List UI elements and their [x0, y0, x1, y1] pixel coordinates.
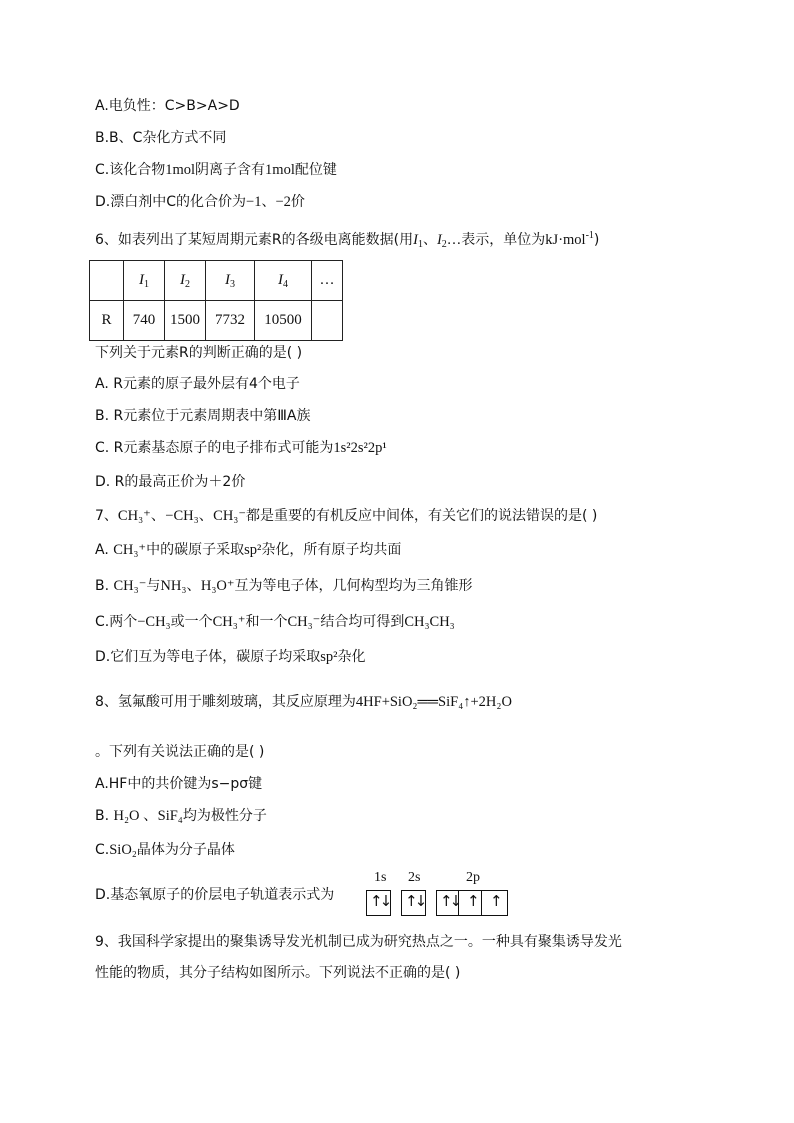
text: 、	[422, 232, 437, 248]
table-header	[165, 261, 206, 301]
symbol: I	[180, 271, 185, 288]
table-row	[90, 301, 343, 341]
text: C. R元素基态原子的电子排布式可能为	[95, 440, 334, 456]
text: C.	[95, 842, 110, 858]
symbol: I	[139, 271, 144, 288]
ellipsis: …	[446, 232, 462, 248]
orbital-cell	[437, 891, 459, 915]
orbital-1s-box	[366, 890, 391, 916]
symbol: I	[278, 271, 283, 288]
table-row	[90, 261, 343, 301]
formula: −CH₃	[137, 614, 171, 630]
subscript: 1	[417, 239, 423, 250]
superscript: -1	[585, 230, 594, 241]
text: 配位键	[294, 162, 337, 178]
formula: 1mol	[165, 162, 196, 178]
table-cell	[312, 301, 343, 341]
up-arrow-icon: ↑	[490, 892, 500, 910]
formula: CH₃⁺、−CH₃、CH₃⁻	[117, 508, 247, 524]
text: )	[593, 232, 600, 248]
orbital-label-2s: 2s	[408, 870, 421, 885]
table-header	[124, 261, 165, 301]
table-cell: 10500	[255, 301, 312, 341]
q7-option-d	[95, 647, 365, 667]
symbol: I	[436, 232, 442, 248]
subscript: 2	[185, 278, 190, 290]
q6-option-d: D. R的最高正价为＋2价	[95, 474, 246, 490]
subscript: 3	[230, 278, 235, 290]
orbital-label-2p: 2p	[466, 870, 480, 885]
text: 晶体为分子晶体	[136, 842, 235, 858]
formula: H₂O 、SiF₄	[113, 808, 183, 824]
subscript: 4	[283, 278, 288, 290]
q8-stem	[95, 692, 512, 712]
formula: CH₃⁻	[113, 578, 147, 594]
orbital-diagram	[366, 870, 526, 920]
text: A.	[95, 542, 114, 558]
q7-option-a	[95, 540, 401, 560]
paired-arrows-icon: ↑↓	[405, 892, 425, 910]
q6-ask: 下列关于元素R的判断正确的是( )	[95, 345, 303, 361]
q8-option-a: A.HF中的共价键为s−pσ键	[95, 776, 263, 792]
q8-option-d: D.基态氧原子的价层电子轨道表示式为	[95, 887, 335, 903]
text: B.	[95, 578, 114, 594]
orbital-label-1s: 1s	[374, 870, 387, 885]
text: 和一个	[245, 614, 288, 630]
value: −2	[275, 194, 291, 210]
formula: CH₃⁺	[212, 614, 246, 630]
table-cell: 7732	[206, 301, 255, 341]
text: 、	[261, 194, 276, 210]
row-label: R	[90, 301, 124, 341]
q6-option-a: A. R元素的原子最外层有4个电子	[95, 376, 300, 392]
q6-option-b: B. R元素位于元素周期表中第ⅢA族	[95, 408, 311, 424]
orbital-2p-box	[436, 890, 508, 916]
text: 8、氢氟酸可用于雕刻玻璃，其反应原理为	[95, 694, 356, 710]
symbol: I	[225, 271, 230, 288]
orbital-cell	[402, 891, 423, 915]
value: −1	[246, 194, 262, 210]
text: C.两个	[95, 614, 138, 630]
text: 与	[146, 578, 161, 594]
formula: CH₃⁻	[287, 614, 321, 630]
subscript: 2	[441, 239, 447, 250]
unit: kJ·mol	[545, 232, 586, 248]
orbital-cell	[483, 891, 504, 915]
text: 6、如表列出了某短周期元素R的各级电离能数据(用	[95, 232, 414, 248]
q5-option-c	[95, 160, 337, 180]
table-header	[255, 261, 312, 301]
q7-option-b	[95, 576, 473, 596]
formula: SiO₂	[109, 842, 137, 858]
q6-option-c	[95, 438, 387, 458]
q5-option-a: A.电负性：C>B>A>D	[95, 98, 240, 114]
table-header	[206, 261, 255, 301]
text: 中的碳原子采取	[146, 542, 245, 558]
table-header: …	[312, 261, 343, 301]
q8-ask: 。下列有关说法正确的是( )	[95, 744, 265, 760]
text: 7、	[95, 508, 118, 524]
formula: NH₃、H₃O⁺	[160, 578, 235, 594]
q8-option-b	[95, 806, 267, 826]
subscript: 1	[144, 278, 149, 290]
equation-right: SiF₄↑+2H₂O	[438, 694, 512, 710]
q5-option-d	[95, 192, 305, 212]
table-cell	[90, 261, 124, 301]
text: 杂化，所有原子均共面	[261, 542, 402, 558]
paired-arrows-icon: ↑↓	[370, 892, 390, 910]
q9-stem-line1: 9、我国科学家提出的聚集诱导发光机制已成为研究热点之一。一种具有聚集诱导发光	[95, 934, 622, 950]
text: 或一个	[170, 614, 213, 630]
orbital-cell	[460, 891, 482, 915]
text: 均为极性分子	[182, 808, 267, 824]
text: 结合均可得到	[320, 614, 405, 630]
formula: 1s²2s²2p¹	[333, 440, 387, 456]
paired-arrows-icon: ↑↓	[440, 892, 460, 910]
text: D.漂白剂中C的化合价为	[95, 194, 247, 210]
ionization-energy-table	[89, 260, 343, 341]
symbol: I	[413, 232, 418, 248]
text: 阴离子含有	[195, 162, 266, 178]
text: B.	[95, 808, 114, 824]
equation-arrow: ══	[417, 694, 439, 710]
formula: CH₃CH₃	[404, 614, 455, 630]
formula: CH₃⁺	[113, 542, 147, 558]
q7-option-c	[95, 612, 455, 632]
up-arrow-icon: ↑	[467, 892, 477, 910]
formula: sp²	[244, 542, 262, 558]
formula: sp²	[320, 649, 338, 665]
orbital-cell	[367, 891, 388, 915]
text: D.它们互为等电子体，碳原子均采取	[95, 649, 321, 665]
text: 价	[290, 194, 305, 210]
q9-stem-line2: 性能的物质，其分子结构如图所示。下列说法不正确的是( )	[95, 965, 461, 981]
q6-stem	[95, 226, 599, 255]
table-cell: 740	[124, 301, 165, 341]
formula: 1mol	[265, 162, 295, 178]
q8-option-c	[95, 840, 235, 860]
orbital-2s-box	[401, 890, 426, 916]
text: 互为等电子体，几何构型均为三角锥形	[234, 578, 473, 594]
text: 杂化	[337, 649, 366, 665]
q7-stem	[95, 506, 597, 526]
text: C.该化合物	[95, 162, 166, 178]
text: 都是重要的有机反应中间体，有关它们的说法错误的是( )	[246, 508, 598, 524]
text: 表示，单位为	[461, 232, 546, 248]
equation-left: 4HF+SiO₂	[355, 694, 418, 710]
table-cell: 1500	[165, 301, 206, 341]
q5-option-b: B.B、C杂化方式不同	[95, 130, 227, 146]
